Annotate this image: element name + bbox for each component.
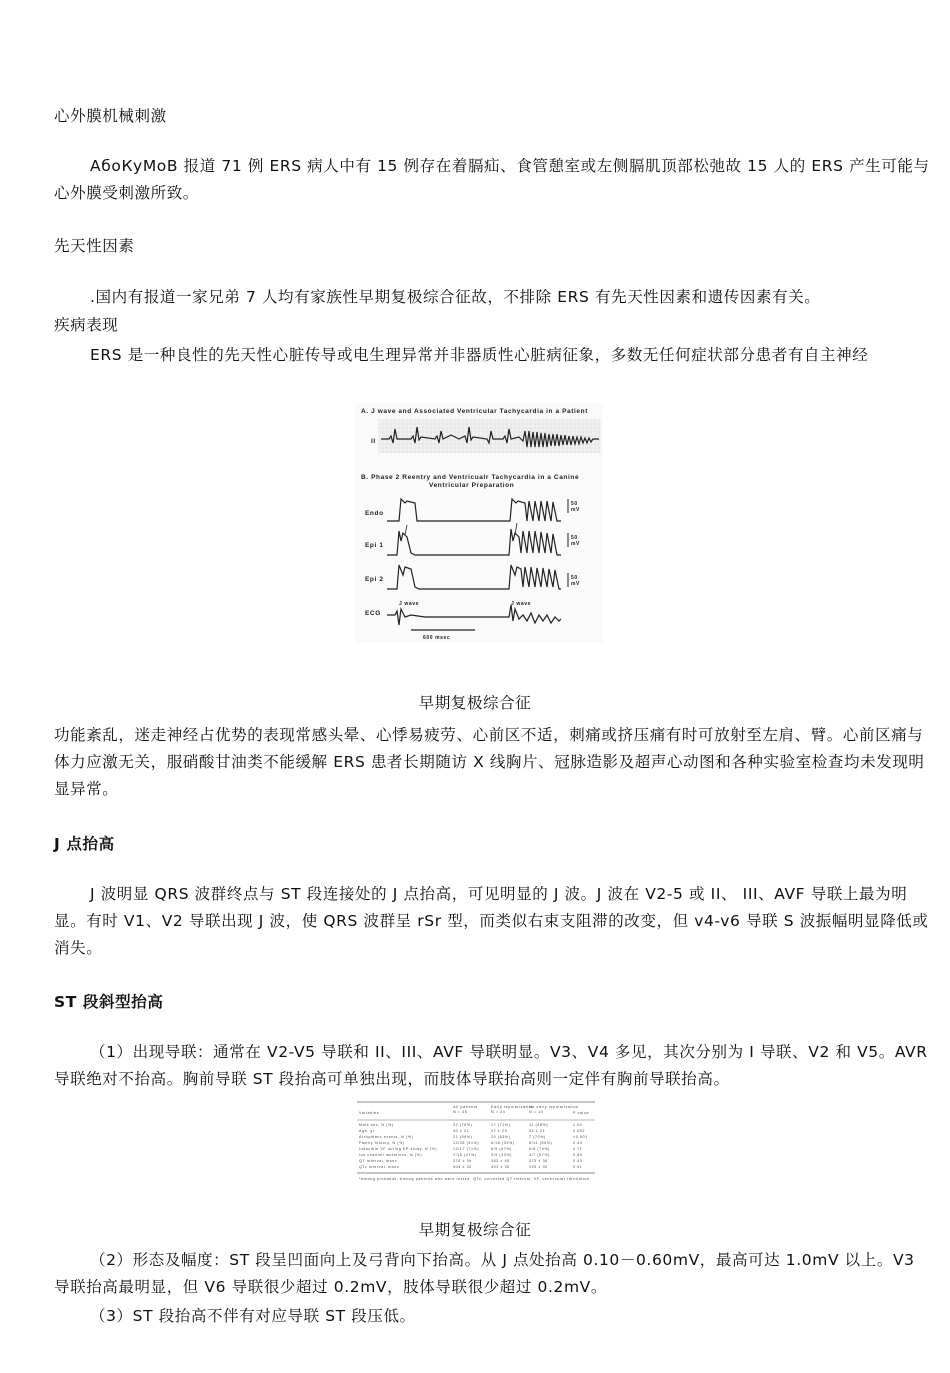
table-figure (353, 1098, 599, 1184)
ecg-figure (355, 403, 603, 643)
table-cell: 378 ± 39 (453, 1159, 472, 1163)
table-cell: 6/16 (33%) (491, 1141, 515, 1145)
table-cell: 0.60 (573, 1153, 583, 1157)
heading-congenital: 先天性因素 (54, 237, 135, 255)
table-cell: 17 (71%) (491, 1123, 511, 1127)
paragraph-jpoint: J 波明显 QRS 波群终点与 ST 段连接处的 J 点抬高，可见明显的 J 波。J 波在 V2-5 或 II、 III、AVF 导联上最为明显。有时 V1、V2 导联出现 J 波，使 QRS 波群呈 rSr 型，而类似右束支阻滞的改变，但 v4-v6 导联 S 波振幅明显降低或消失。 (54, 885, 929, 957)
paragraph-congenital: .国内有报道一家兄弟 7 人均有家族性早期复极综合征故，不排除 ERS 有先天性因素和遗传因素有关。 (90, 288, 821, 306)
time-scale-label: 600 msec (423, 635, 451, 641)
paragraph-st-morphology: （2）形态及幅度：ST 段呈凹面向上及弓背向下抬高。从 J 点处抬高 0.10－0.60mV，最高可达 1.0mV 以上。V3 导联抬高最明显，但 V6 导联很少超过 0.2mV，肢体导联很少超过 0.2mV。 (54, 1251, 915, 1296)
table-cell: 0.43 (573, 1159, 583, 1163)
table-cell: 11 (88%) (529, 1123, 549, 1127)
heading-st-elevation: ST 段斜型抬高 (54, 993, 164, 1011)
table-header-cell: P value (573, 1111, 590, 1115)
trace-label-ecg: ECG (365, 610, 381, 617)
table-cell: 12/17 (71%) (453, 1147, 480, 1151)
table-cell: QTc interval, msec (359, 1165, 400, 1169)
table-cell: 7/15 (47%) (453, 1153, 477, 1157)
table-cell: 403 ± 30 (491, 1165, 510, 1169)
table-header-cell: Early repolarization (491, 1105, 534, 1109)
table-cell: 0.91 (573, 1165, 583, 1169)
lead-label: II (371, 438, 376, 445)
svg-text:mV: mV (571, 581, 580, 587)
jwave-label-right: J wave (511, 601, 532, 607)
table-cell: 0.44 (573, 1141, 583, 1145)
table-cell: Inducible VF during EP study, N (%) (359, 1147, 438, 1151)
table-header-cell: All patients (453, 1105, 478, 1109)
heading-jpoint: J 点抬高 (54, 835, 115, 853)
table-header-cell: No early repolarization (529, 1105, 579, 1109)
table-cell: Family history, N (%) (359, 1141, 405, 1145)
svg-text:50: 50 (571, 501, 578, 507)
table-cell: 34 ± 21 (529, 1129, 546, 1133)
table-cell: 40 ± 21 (453, 1129, 470, 1133)
paragraph-symptoms: 功能紊乱，迷走神经占优势的表现常感头晕、心悸易疲劳、心前区不适，刺痛或挤压痛有时可放射至左肩、臂。心前区痛与体力应激无关，服硝酸甘油类不能缓解 ERS 患者长期随访 X 线胸片、冠脉造影及超声心动图和各种实验室检查均未发现明显异常。 (54, 726, 925, 798)
table-header-cell: N = 10 (529, 1110, 544, 1114)
table-cell: 0.002 (573, 1129, 585, 1133)
table-cell: 47 ± 23 (491, 1129, 508, 1133)
figure-caption-1: 早期复极综合征 (418, 694, 532, 712)
table-cell: 6/8 (75%) (529, 1147, 550, 1151)
table-cell: Ion channel mutations, N (%) (359, 1153, 423, 1157)
table-cell: 375 ± 36 (529, 1159, 548, 1163)
table-cell: 32 (76%) (453, 1123, 473, 1127)
table-cell: Arrhythmic events, N (%) (359, 1135, 414, 1139)
svg-text:50: 50 (571, 535, 578, 541)
table-cell: Age, yr (359, 1129, 375, 1133)
trace-label-endo: Endo (365, 510, 384, 517)
paragraph-pericardial: АбоКуМоВ 报道 71 例 ERS 病人中有 15 例存在着膈疝、食管憩室或左侧膈肌顶部松弛故 15 人的 ERS 产生可能与心外膜受刺激所致。 (54, 157, 930, 202)
figure-caption-2: 早期复极综合征 (418, 1221, 532, 1239)
table-cell: QT interval, msec (359, 1159, 398, 1163)
table-cell: <0.001 (573, 1135, 588, 1139)
figure-title-b2: Ventricular Preparation (429, 482, 515, 489)
paragraph-st-reciprocal: （3）ST 段抬高不伴有对应导联 ST 段压低。 (90, 1307, 416, 1325)
table-cell: 1.00 (573, 1123, 583, 1127)
table-cell: 0.71 (573, 1147, 583, 1151)
table-cell: 20 (83%) (491, 1135, 511, 1139)
paragraph-st-leads: （1）出现导联：通常在 V2-V5 导联和 II、III、AVF 导联明显。V3、V4 多见，其次分别为 I 导联、V2 和 V5。AVR 导联绝对不抬高。胸前导联 ST 段抬高可单独出现，而肢体导联抬高则一定伴有胸前导联抬高。 (54, 1043, 928, 1088)
jwave-label-left: J wave (399, 601, 420, 607)
table-cell: 7 (70%) (529, 1135, 546, 1139)
table-cell: 404 ± 30 (453, 1165, 472, 1169)
trace-label-epi2: Epi 2 (365, 576, 384, 583)
table-cell: 3/9 (33%) (491, 1153, 512, 1157)
svg-text:50: 50 (571, 575, 578, 581)
paragraph-manifestation: ERS 是一种良性的先天性心脏传导或电生理异常并非器质性心脏病征象，多数无任何症状部分患者有自主神经 (90, 346, 869, 364)
table-cell: 4/7 (57%) (529, 1153, 550, 1157)
table-cell: Male sex, N (%) (359, 1123, 394, 1127)
table-cell: 6/9 (67%) (491, 1147, 512, 1151)
trace-label-epi1: Epi 1 (365, 542, 384, 549)
heading-pericardial: 心外膜机械刺激 (54, 107, 167, 125)
table-header-cell: N = 24 (491, 1110, 506, 1114)
figure-title-b1: B. Phase 2 Reentry and Ventricualr Tachycardia in a Canine (361, 474, 580, 481)
figure-title-a: A. J wave and Associated Ventricular Tachycardia in a Patient (361, 408, 588, 415)
table-header-cell: Variables (359, 1111, 380, 1115)
table-footnote: *Among probands. Among patients who were tested. QTc, corrected QT interval; VF, ventricular fibrillation. (359, 1177, 592, 1181)
table-cell: 21 (56%) (453, 1135, 473, 1139)
table-cell: 393 ± 30 (529, 1165, 548, 1169)
heading-manifestation: 疾病表现 (54, 316, 119, 334)
table-header-cell: N = 45 (453, 1110, 468, 1114)
svg-text:mV: mV (571, 507, 580, 513)
table-cell: 382 ± 45 (491, 1159, 510, 1163)
svg-text:mV: mV (571, 541, 580, 547)
table-cell: 12/35 (41%) (453, 1141, 480, 1145)
table-cell: 6/11 (55%) (529, 1141, 553, 1145)
